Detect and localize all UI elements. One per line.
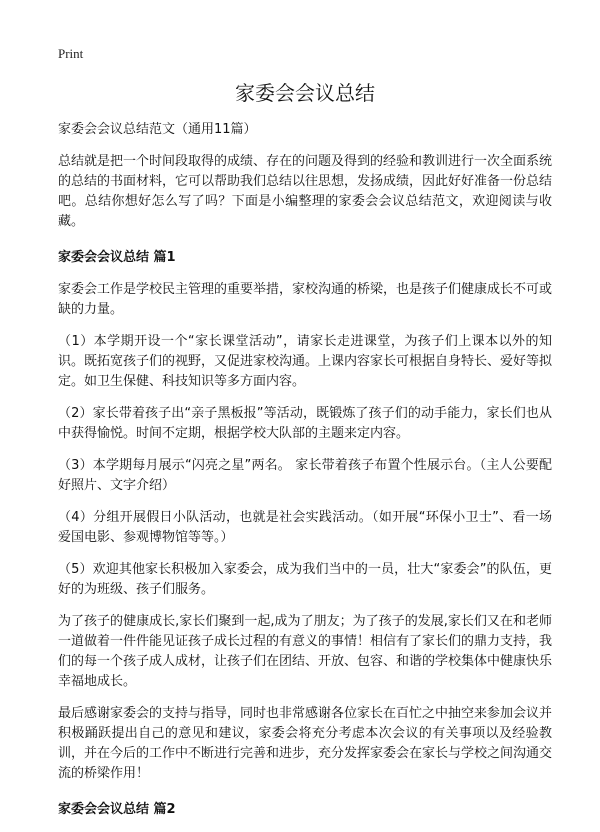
section-paragraph: （1）本学期开设一个“家长课堂活动”，请家长走进课堂，为孩子们上课本以外的知识。既拓宽孩子们的视野，又促进家校沟通。上课内容家长可根据自身特长、爱好等拟定。如卫生保健、科技知识等多方面内容。 — [58, 334, 553, 389]
section-paragraph: 最后感谢家委会的支持与指导，同时也非常感谢各位家长在百忙之中抽空来参加会议并积极踊跃提出自己的意见和建议，家委会将充分考虑本次会议的有关事项以及经验教训，并在今后的工作中不断进行完善和进步，充分发挥家委会在家长与学校之间沟通交流的桥梁作用！ — [58, 706, 553, 781]
section-paragraph: （5）欢迎其他家长积极加入家委会，成为我们当中的一员，壮大“家委会”的队伍，更好的为班级、孩子们服务。 — [58, 562, 552, 597]
print-link[interactable]: Print — [58, 46, 84, 61]
document-page — [58, 46, 552, 832]
section-1 — [58, 248, 552, 784]
section-paragraph: （3）本学期每月展示“闪亮之星”两名。 家长带着孩子布置个性展示台。（主人公要配好照片、文字介绍） — [58, 458, 552, 493]
document-subtitle: 家委会会议总结范文（通用11篇） — [58, 122, 257, 137]
section-paragraph: （2）家长带着孩子出“亲子黑板报”等活动，既锻炼了孩子们的动手能力，家长们也从中获得愉悦。时间不定期，根据学校大队部的主题来定内容。 — [58, 406, 552, 441]
section-2 — [58, 800, 552, 820]
section-paragraph: 为了孩子的健康成长,家长们聚到一起,成为了朋友；为了孩子的发展,家长们又在和老师一道做着一件件能见证孩子成长过程的有意义的事情！相信有了家长们的鼎力支持，我们的每一个孩子成人成材，让孩子们在团结、开放、包容、和谐的学校集体中健康快乐幸福地成长。 — [58, 614, 553, 689]
page-title: 家委会会议总结 — [235, 81, 375, 105]
section-paragraph: （4）分组开展假日小队活动，也就是社会实践活动。（如开展“环保小卫士”、看一场爱国电影、参观博物馆等等。） — [58, 510, 552, 545]
section-heading: 家委会会议总结 篇1 — [58, 250, 176, 265]
intro-paragraph: 总结就是把一个时间段取得的成绩、存在的问题及得到的经验和教训进行一次全面系统的总结的书面材料，它可以帮助我们总结以往思想，发扬成绩，因此好好准备一份总结吧。总结你想好怎么写了吗？下面是小编整理的家委会会议总结范文，欢迎阅读与收藏。 — [58, 154, 553, 229]
section-heading: 家委会会议总结 篇2 — [58, 802, 176, 817]
section-paragraph: 家委会工作是学校民主管理的重要举措，家校沟通的桥梁，也是孩子们健康成长不可或缺的力量。 — [58, 282, 553, 317]
